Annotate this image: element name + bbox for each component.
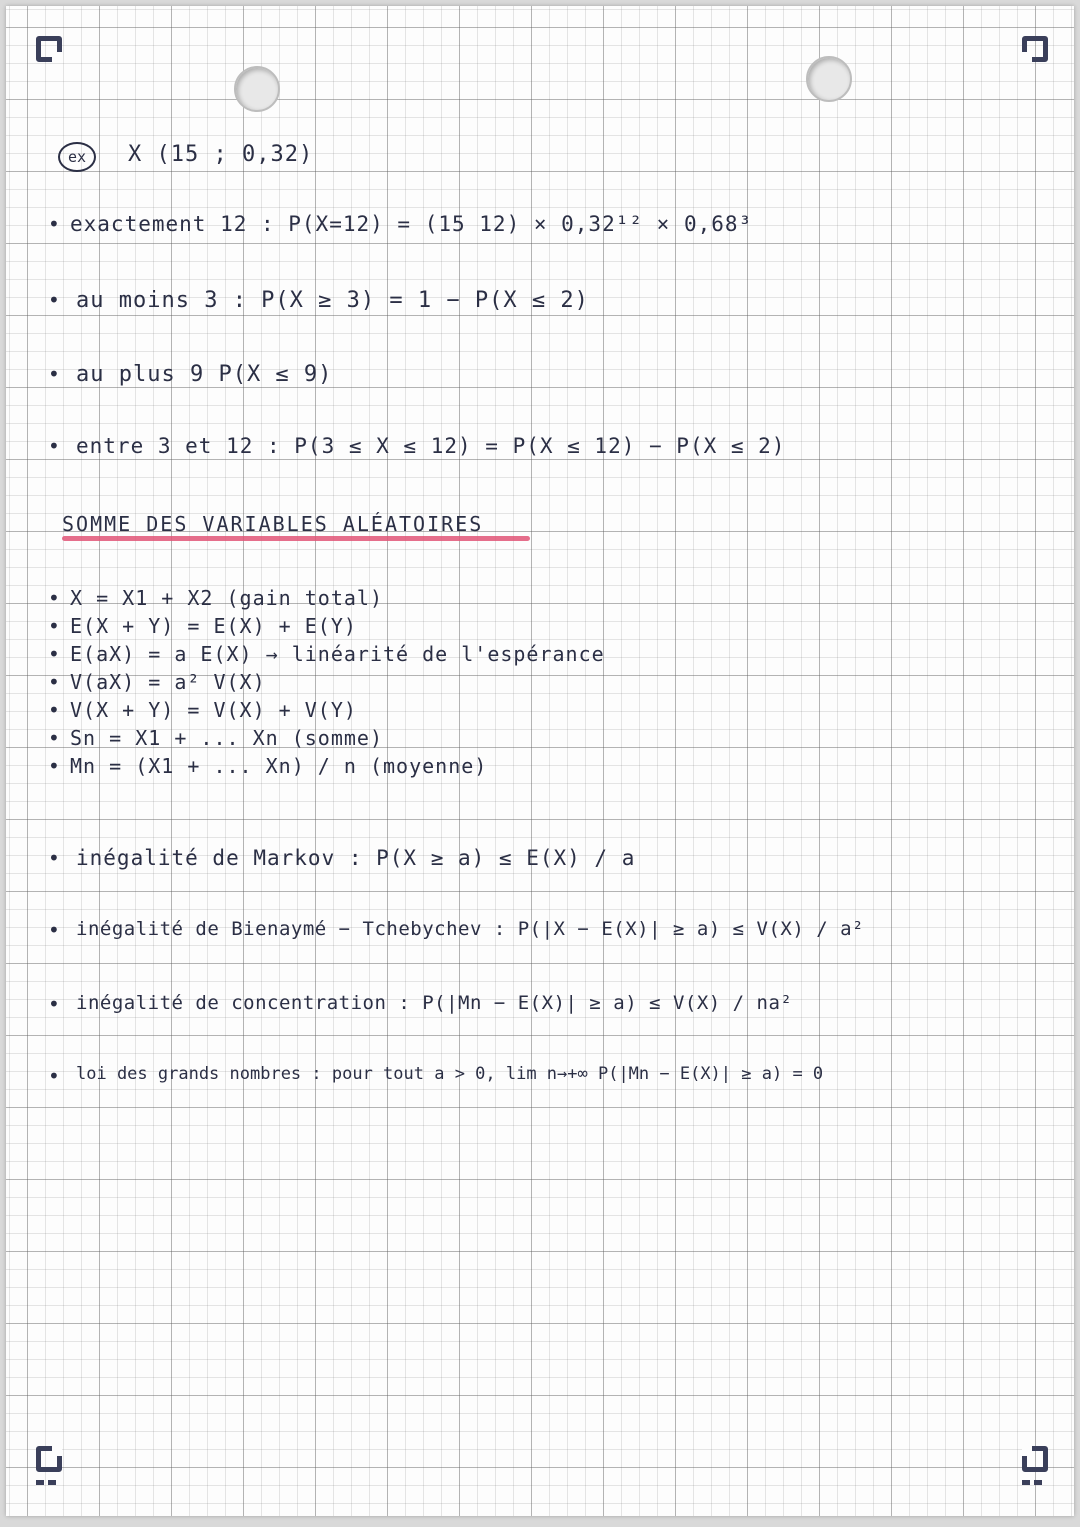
bullet: •: [48, 846, 60, 870]
bullet: •: [48, 992, 60, 1016]
corner-mark-top-left-icon: [36, 36, 62, 62]
example-tag: ex: [58, 142, 96, 172]
bullet: •: [48, 918, 60, 942]
grid-paper-sheet: [6, 6, 1074, 1516]
corner-dash-bottom-right-icon: [1022, 1480, 1046, 1485]
sum-line-variance-scale: V(aX) = a² V(X): [70, 670, 266, 694]
corner-mark-bottom-left-icon: [36, 1446, 62, 1472]
bullet: •: [48, 754, 60, 778]
bullet: •: [48, 642, 60, 666]
inequality-concentration: inégalité de concentration : P(|Mn − E(X)| ≥ a) ≤ V(X) / na²: [76, 992, 793, 1014]
law-of-large-numbers: loi des grands nombres : pour tout a > 0, lim n→+∞ P(|Mn − E(X)| ≥ a) = 0: [76, 1064, 824, 1084]
bullet: •: [48, 586, 60, 610]
bullet: •: [48, 434, 60, 458]
example-line-between: entre 3 et 12 : P(3 ≤ X ≤ 12) = P(X ≤ 12) − P(X ≤ 2): [76, 434, 786, 458]
sum-line-sn: Sn = X1 + ... Xn (somme): [70, 726, 383, 750]
binder-hole-right: [806, 56, 852, 102]
section-title-underline: [62, 536, 530, 541]
example-heading: X (15 ; 0,32): [128, 142, 314, 167]
binder-hole-left: [234, 66, 280, 112]
inequality-bienayme-tchebychev: inégalité de Bienaymé − Tchebychev : P(|X − E(X)| ≥ a) ≤ V(X) / a²: [76, 918, 864, 940]
bullet: •: [48, 726, 60, 750]
bullet: •: [48, 1064, 60, 1088]
bullet: •: [48, 614, 60, 638]
example-line-at-least: au moins 3 : P(X ≥ 3) = 1 − P(X ≤ 2): [76, 288, 589, 313]
bullet: •: [48, 288, 60, 312]
sum-line-mn: Mn = (X1 + ... Xn) / n (moyenne): [70, 754, 488, 778]
sum-line-gain-total: X = X1 + X2 (gain total): [70, 586, 383, 610]
bullet: •: [48, 362, 60, 386]
sum-line-expectation-sum: E(X + Y) = E(X) + E(Y): [70, 614, 357, 638]
bullet: •: [48, 212, 60, 236]
section-title: SOMME DES VARIABLES ALÉATOIRES: [62, 512, 484, 536]
corner-dash-bottom-left-icon: [36, 1480, 60, 1485]
corner-mark-bottom-right-icon: [1022, 1446, 1048, 1472]
inequality-markov: inégalité de Markov : P(X ≥ a) ≤ E(X) / a: [76, 846, 636, 870]
bullet: •: [48, 698, 60, 722]
corner-mark-top-right-icon: [1022, 36, 1048, 62]
sum-line-variance-sum: V(X + Y) = V(X) + V(Y): [70, 698, 357, 722]
example-line-exactly: exactement 12 : P(X=12) = (15 12) × 0,32¹² × 0,68³: [70, 212, 753, 236]
example-line-at-most: au plus 9 P(X ≤ 9): [76, 362, 333, 387]
bullet: •: [48, 670, 60, 694]
sum-line-linearity: E(aX) = a E(X) → linéarité de l'espérance: [70, 642, 605, 666]
